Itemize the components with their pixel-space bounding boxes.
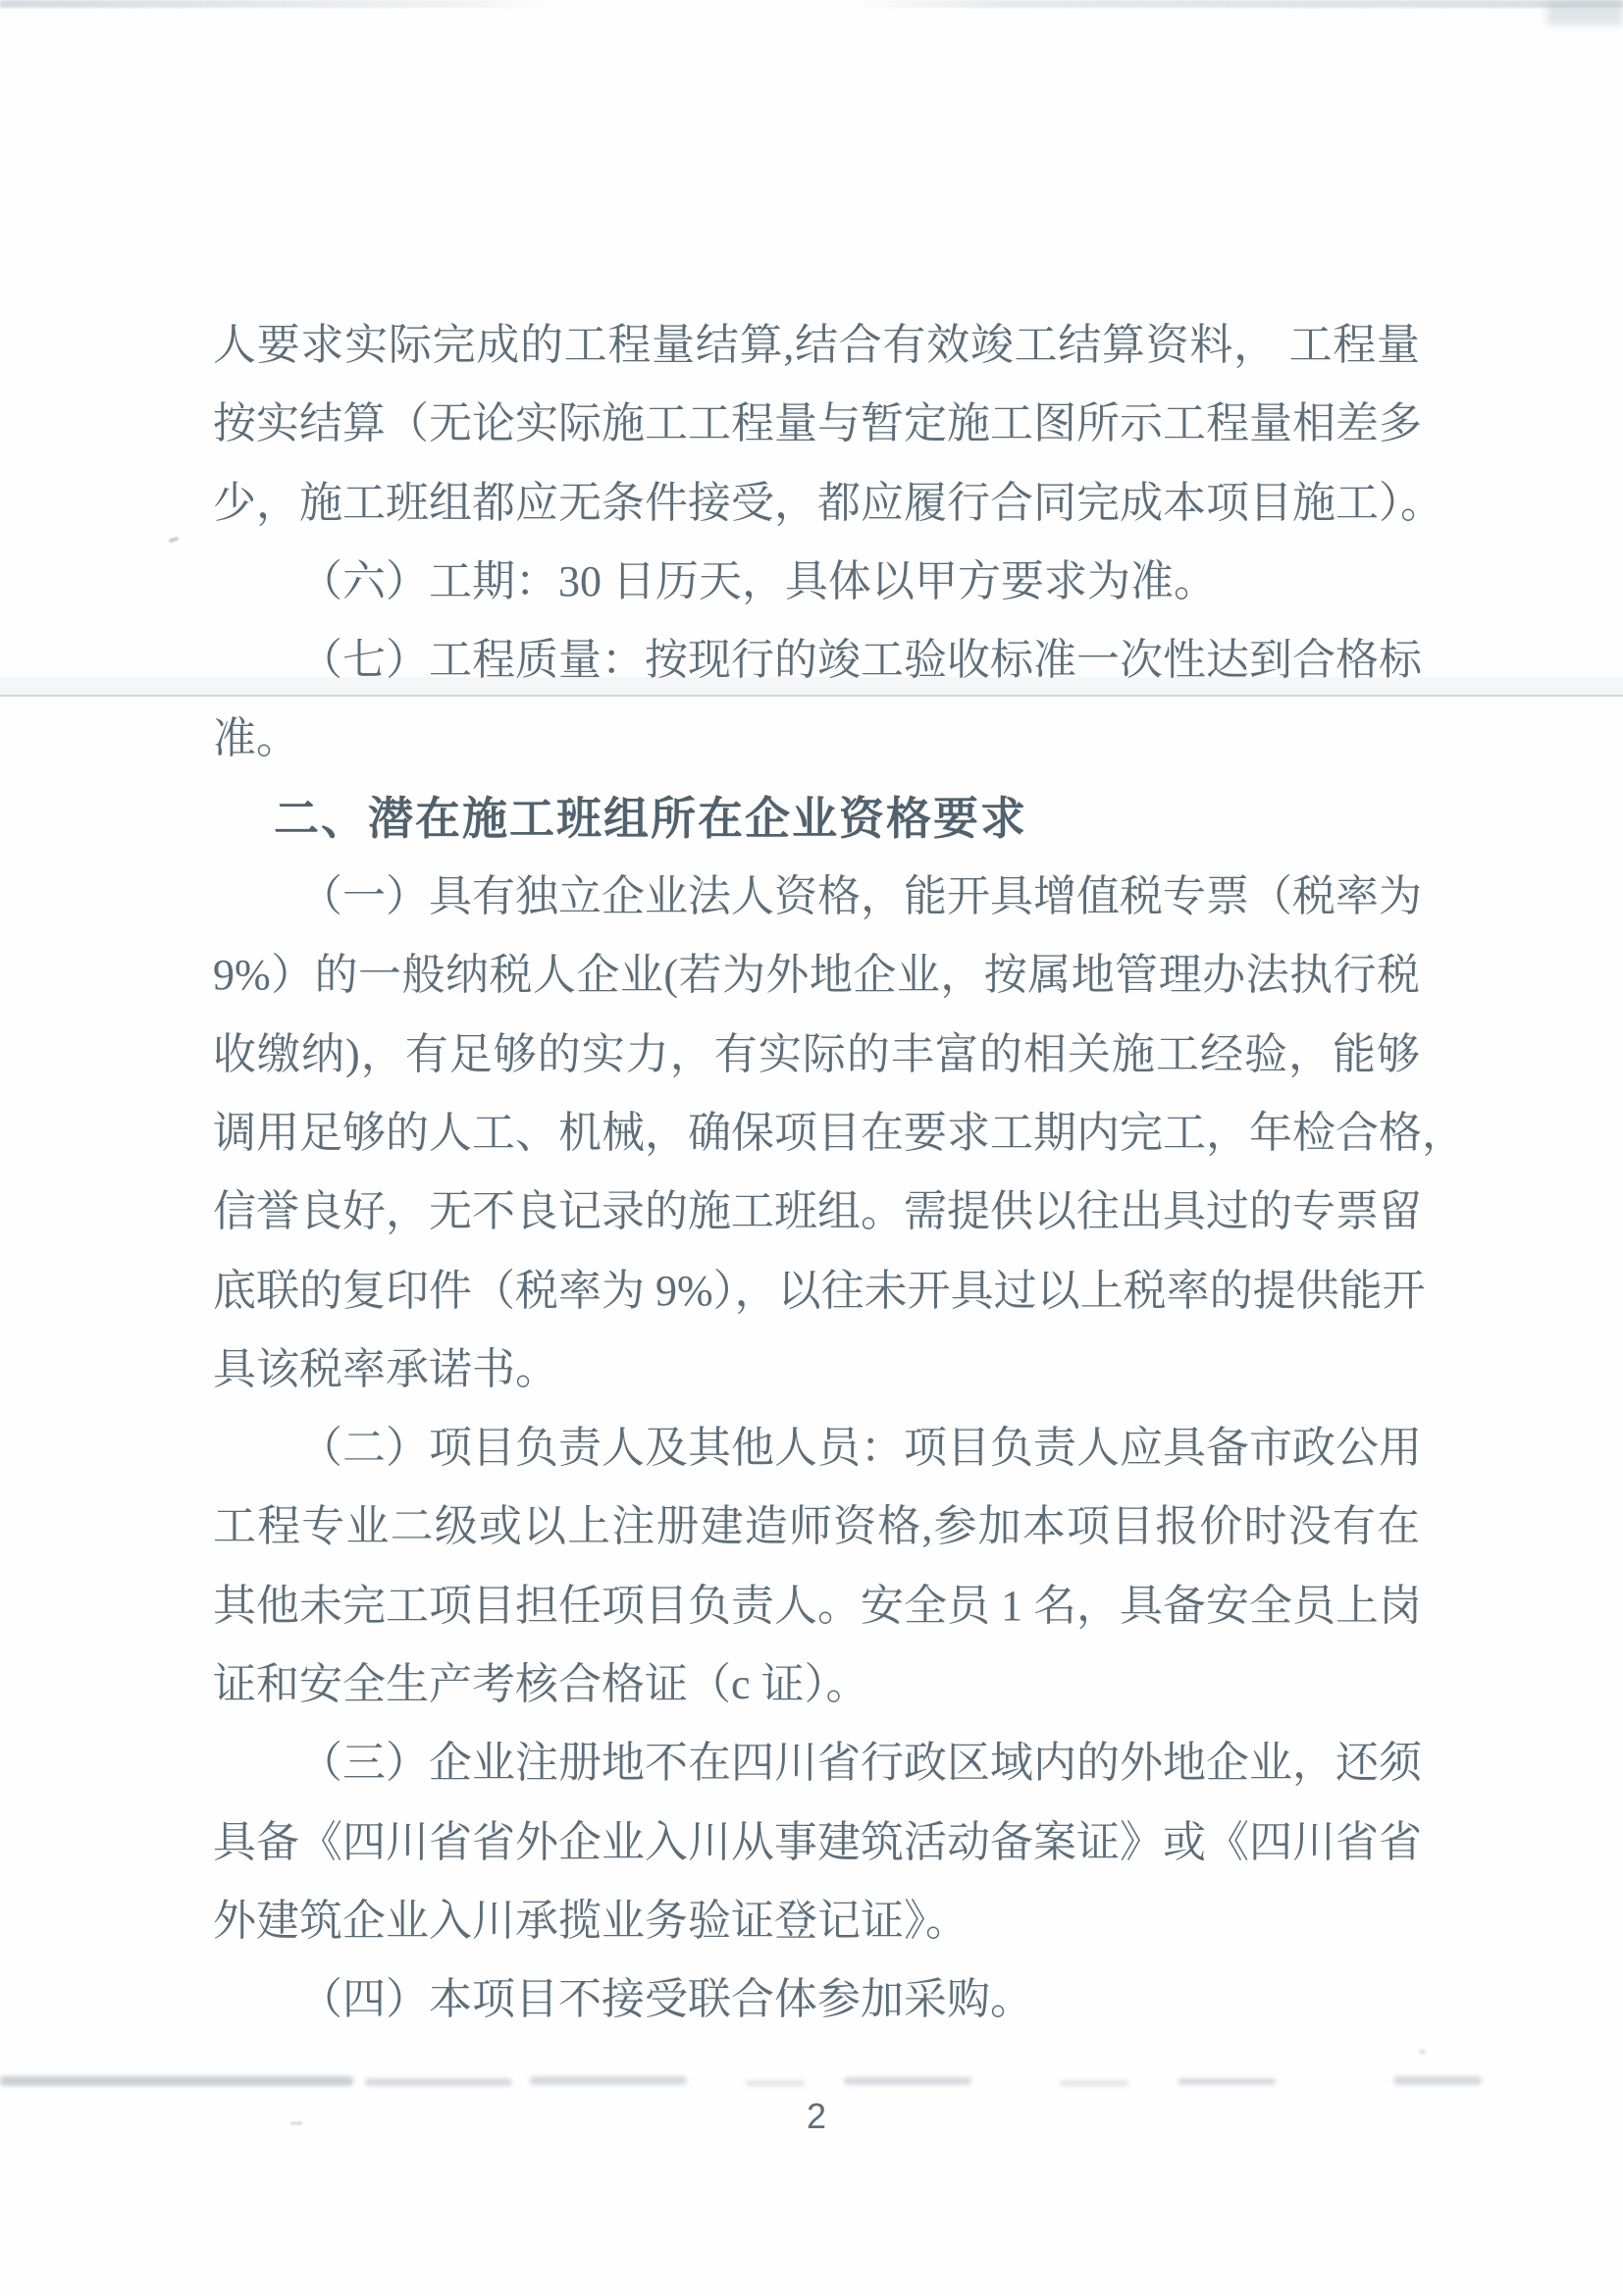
page-number: 2 <box>806 2096 827 2136</box>
text-line: （四）本项目不接受联合体参加采购。 <box>299 1975 1033 2024</box>
text-line: （一）具有独立企业法人资格，能开具增值税专票（税率为 <box>299 872 1422 921</box>
text-line: 证和安全生产考核合格证（c 证）。 <box>213 1660 869 1709</box>
text-line: 调用足够的人工、机械，确保项目在要求工期内完工，年检合格， <box>213 1108 1465 1157</box>
text-line: 底联的复印件（税率为 9%），以往未开具过以上税率的提供能开 <box>213 1266 1426 1315</box>
text-line: 收缴纳)，有足够的实力，有实际的丰富的相关施工经验，能够 <box>213 1029 1420 1078</box>
text-line: （六）工期：30 日历天，具体以甲方要求为准。 <box>299 556 1217 605</box>
text-block <box>213 306 1465 2040</box>
text-line: （二）项目负责人及其他人员：项目负责人应具备市政公用 <box>299 1424 1422 1473</box>
text-line: 具该税率承诺书。 <box>213 1344 558 1393</box>
text-line: （七）工程质量：按现行的竣工验收标准一次性达到合格标 <box>299 636 1422 685</box>
section-heading: 二、潜在施工班组所在企业资格要求 <box>274 792 1027 844</box>
text-line: 准。 <box>213 714 299 763</box>
text-line: 少，施工班组都应无条件接受，都应履行合同完成本项目施工）。 <box>213 478 1443 527</box>
text-line: 工程专业二级或以上注册建造师资格,参加本项目报价时没有在 <box>213 1502 1420 1551</box>
text-line: 9%）的一般纳税人企业(若为外地企业，按属地管理办法执行税 <box>213 951 1420 1000</box>
scan-artifact-top-edge <box>0 0 1623 8</box>
scan-artifact-noise-band <box>0 2068 1531 2098</box>
text-line: 外建筑企业入川承揽业务验证登记证》。 <box>213 1896 969 1945</box>
text-line: 信誉良好，无不良记录的施工班组。需提供以往出具过的专票留 <box>213 1187 1422 1236</box>
text-line: 人要求实际完成的工程量结算,结合有效竣工结算资料， 工程量 <box>213 321 1420 369</box>
text-line: 按实结算（无论实际施工工程量与暂定施工图所示工程量相差多 <box>213 399 1422 448</box>
text-line: 具备《四川省省外企业入川从事建筑活动备案证》或《四川省省 <box>213 1817 1422 1866</box>
text-line: （三）企业注册地不在四川省行政区域内的外地企业，还须 <box>299 1739 1422 1788</box>
scan-artifact-speck <box>169 537 180 544</box>
text-line: 其他未完工项目担任项目负责人。安全员 1 名，具备安全员上岗 <box>213 1581 1422 1630</box>
scan-artifact-speck <box>1419 2049 1426 2055</box>
scan-artifact-top-right <box>1546 0 1623 26</box>
